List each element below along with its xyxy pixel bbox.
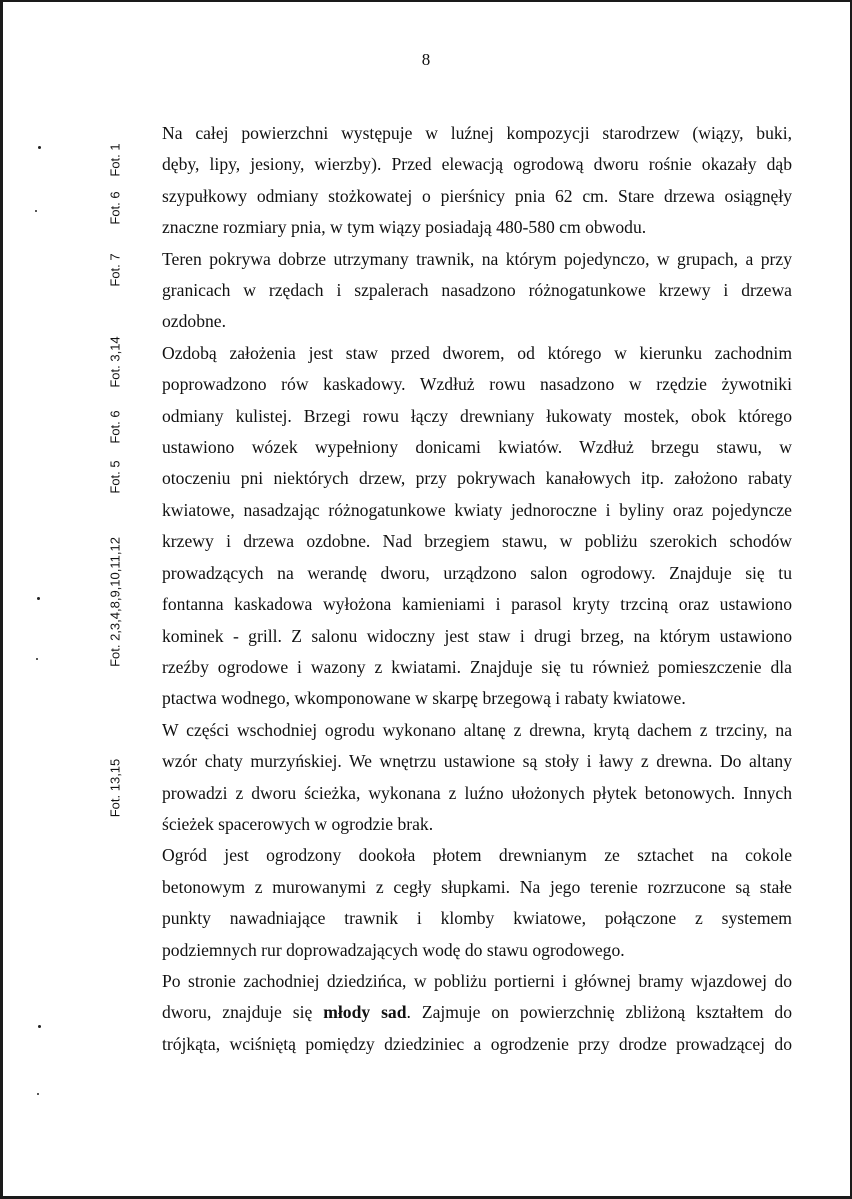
text-fragment: dworu, znajduje się [162, 1002, 324, 1023]
margin-note-fot-2-12: Fot. 2,3,4,8,9,10,11,12 [107, 537, 123, 667]
text-line: ozdobne. [162, 311, 227, 332]
paragraph-altana [162, 715, 792, 841]
text-line: odmiany kulistej. Brzegi rowu łączy drewniany łukowaty mostek, obok którego [162, 405, 792, 426]
text-line: Teren pokrywa dobrze utrzymany trawnik, na którym pojedynczo, w grupach, a przy [162, 248, 792, 269]
text-line: betonowym z murowanymi z cegły słupkami. Na jego terenie rozrzucone są stałe [162, 876, 792, 897]
text-line: trójkąta, wciśniętą pomiędzy dziedziniec a ogrodzenie przy drodze prowadzącej do [162, 1033, 792, 1054]
paragraph-sad [162, 966, 792, 1060]
text-line: Na całej powierzchni występuje w luźnej kompozycji starodrzew (wiązy, buki, [162, 123, 792, 143]
text-line: fontanna kaskadowa wyłożona kamieniami i parasol kryty trzciną oraz ustawiono [162, 594, 792, 615]
paragraph-staw [162, 338, 792, 715]
text-line: wzór chaty murzyńskiej. We wnętrzu ustawione są stoły i ławy z drewna. Do altany [162, 751, 792, 772]
margin-note-fot-5: Fot. 5 [107, 460, 123, 494]
text-line: poprowadzono rów kaskadowy. Wzdłuż rowu nasadzono w rzędzie żywotniki [162, 374, 792, 395]
text-line: dęby, lipy, jesiony, wierzby). Przed elewacją ogrodową dworu rośnie okazały dąb [162, 154, 792, 175]
text-line: Ogród jest ogrodzony dookoła płotem drewnianym ze sztachet na cokole [162, 845, 792, 866]
text-line: Ozdobą założenia jest staw przed dworem, od którego w kierunku zachodnim [162, 342, 792, 363]
bold-term-mlody-sad: młody sad [323, 1002, 407, 1023]
text-line: znaczne rozmiary pnia, w tym wiązy posiadają 480-580 cm obwodu. [162, 217, 647, 238]
text-line: punkty nawadniające trawnik i klomby kwiatowe, połączone z systemem [162, 908, 792, 929]
text-line: ścieżek spacerowych w ogrodzie brak. [162, 813, 434, 834]
text-line: kominek - grill. Z salonu widoczny jest staw i drugi brzeg, na którym ustawiono [162, 625, 792, 646]
scan-speck [37, 597, 40, 600]
text-line: otoczeniu pni niektórych drzew, przy pokrywach kanałowych itp. założono rabaty [162, 468, 792, 489]
margin-note-fot-13-15: Fot. 13,15 [107, 758, 123, 818]
page-number: 8 [421, 50, 431, 69]
text-line: prowadzi z dworu ścieżka, wykonana z luźno ułożonych płytek betonowych. Innych [162, 782, 792, 803]
paragraph-trawnik [162, 244, 792, 338]
text-line: granicach w rzędach i szpalerach nasadzono różnogatunkowe krzewy i drzewa [162, 280, 792, 301]
text-line: kwiatowe, nasadzając różnogatunkowe kwiaty jednoroczne i byliny oraz pojedyncze [162, 499, 792, 520]
scan-speck [38, 146, 41, 149]
text-line: prowadzących na werandę dworu, urządzono salon ogrodowy. Znajduje się tu [162, 562, 792, 583]
text-line: podziemnych rur doprowadzających wodę do stawu ogrodowego. [162, 939, 625, 960]
text-line: ptactwa wodnego, wkomponowane w skarpę brzegową i rabaty kwiatowe. [162, 688, 686, 709]
margin-note-fot-6: Fot. 6 [107, 191, 123, 225]
scan-speck [36, 658, 38, 660]
margin-note-fot-7: Fot. 7 [107, 253, 123, 287]
scan-speck [37, 1093, 39, 1095]
text-line: krzewy i drzewa ozdobne. Nad brzegiem stawu, w pobliżu szerokich schodów [162, 531, 792, 552]
paragraph-starodrzew [162, 118, 792, 244]
document-body [162, 118, 792, 1060]
paragraph-ogrodzenie [162, 840, 792, 966]
scan-speck [35, 210, 37, 212]
text-line: szypułkowy odmiany stożkowatej o pierśnicy pnia 62 cm. Stare drzewa osiągnęły [162, 185, 792, 206]
margin-note-fot-1: Fot. 1 [107, 143, 123, 177]
margin-note-fot-3-14: Fot. 3,14 [107, 336, 123, 388]
text-fragment: . Zajmuje on powierzchnię zbliżoną kształtem do [406, 1002, 793, 1023]
text-line: rzeźby ogrodowe i wazony z kwiatami. Znajduje się tu również pomieszczenie dla [162, 656, 792, 677]
text-line: Po stronie zachodniej dziedzińca, w pobliżu portierni i głównej bramy wjazdowej do [162, 970, 792, 991]
text-line [162, 997, 792, 1028]
text-line: W części wschodniej ogrodu wykonano altanę z drewna, krytą dachem z trzciny, na [162, 719, 792, 740]
scan-speck [38, 1025, 41, 1028]
margin-note-fot-6-b: Fot. 6 [107, 410, 123, 444]
text-line: ustawiono wózek wypełniony donicami kwiatów. Wzdłuż brzegu stawu, w [162, 437, 792, 458]
